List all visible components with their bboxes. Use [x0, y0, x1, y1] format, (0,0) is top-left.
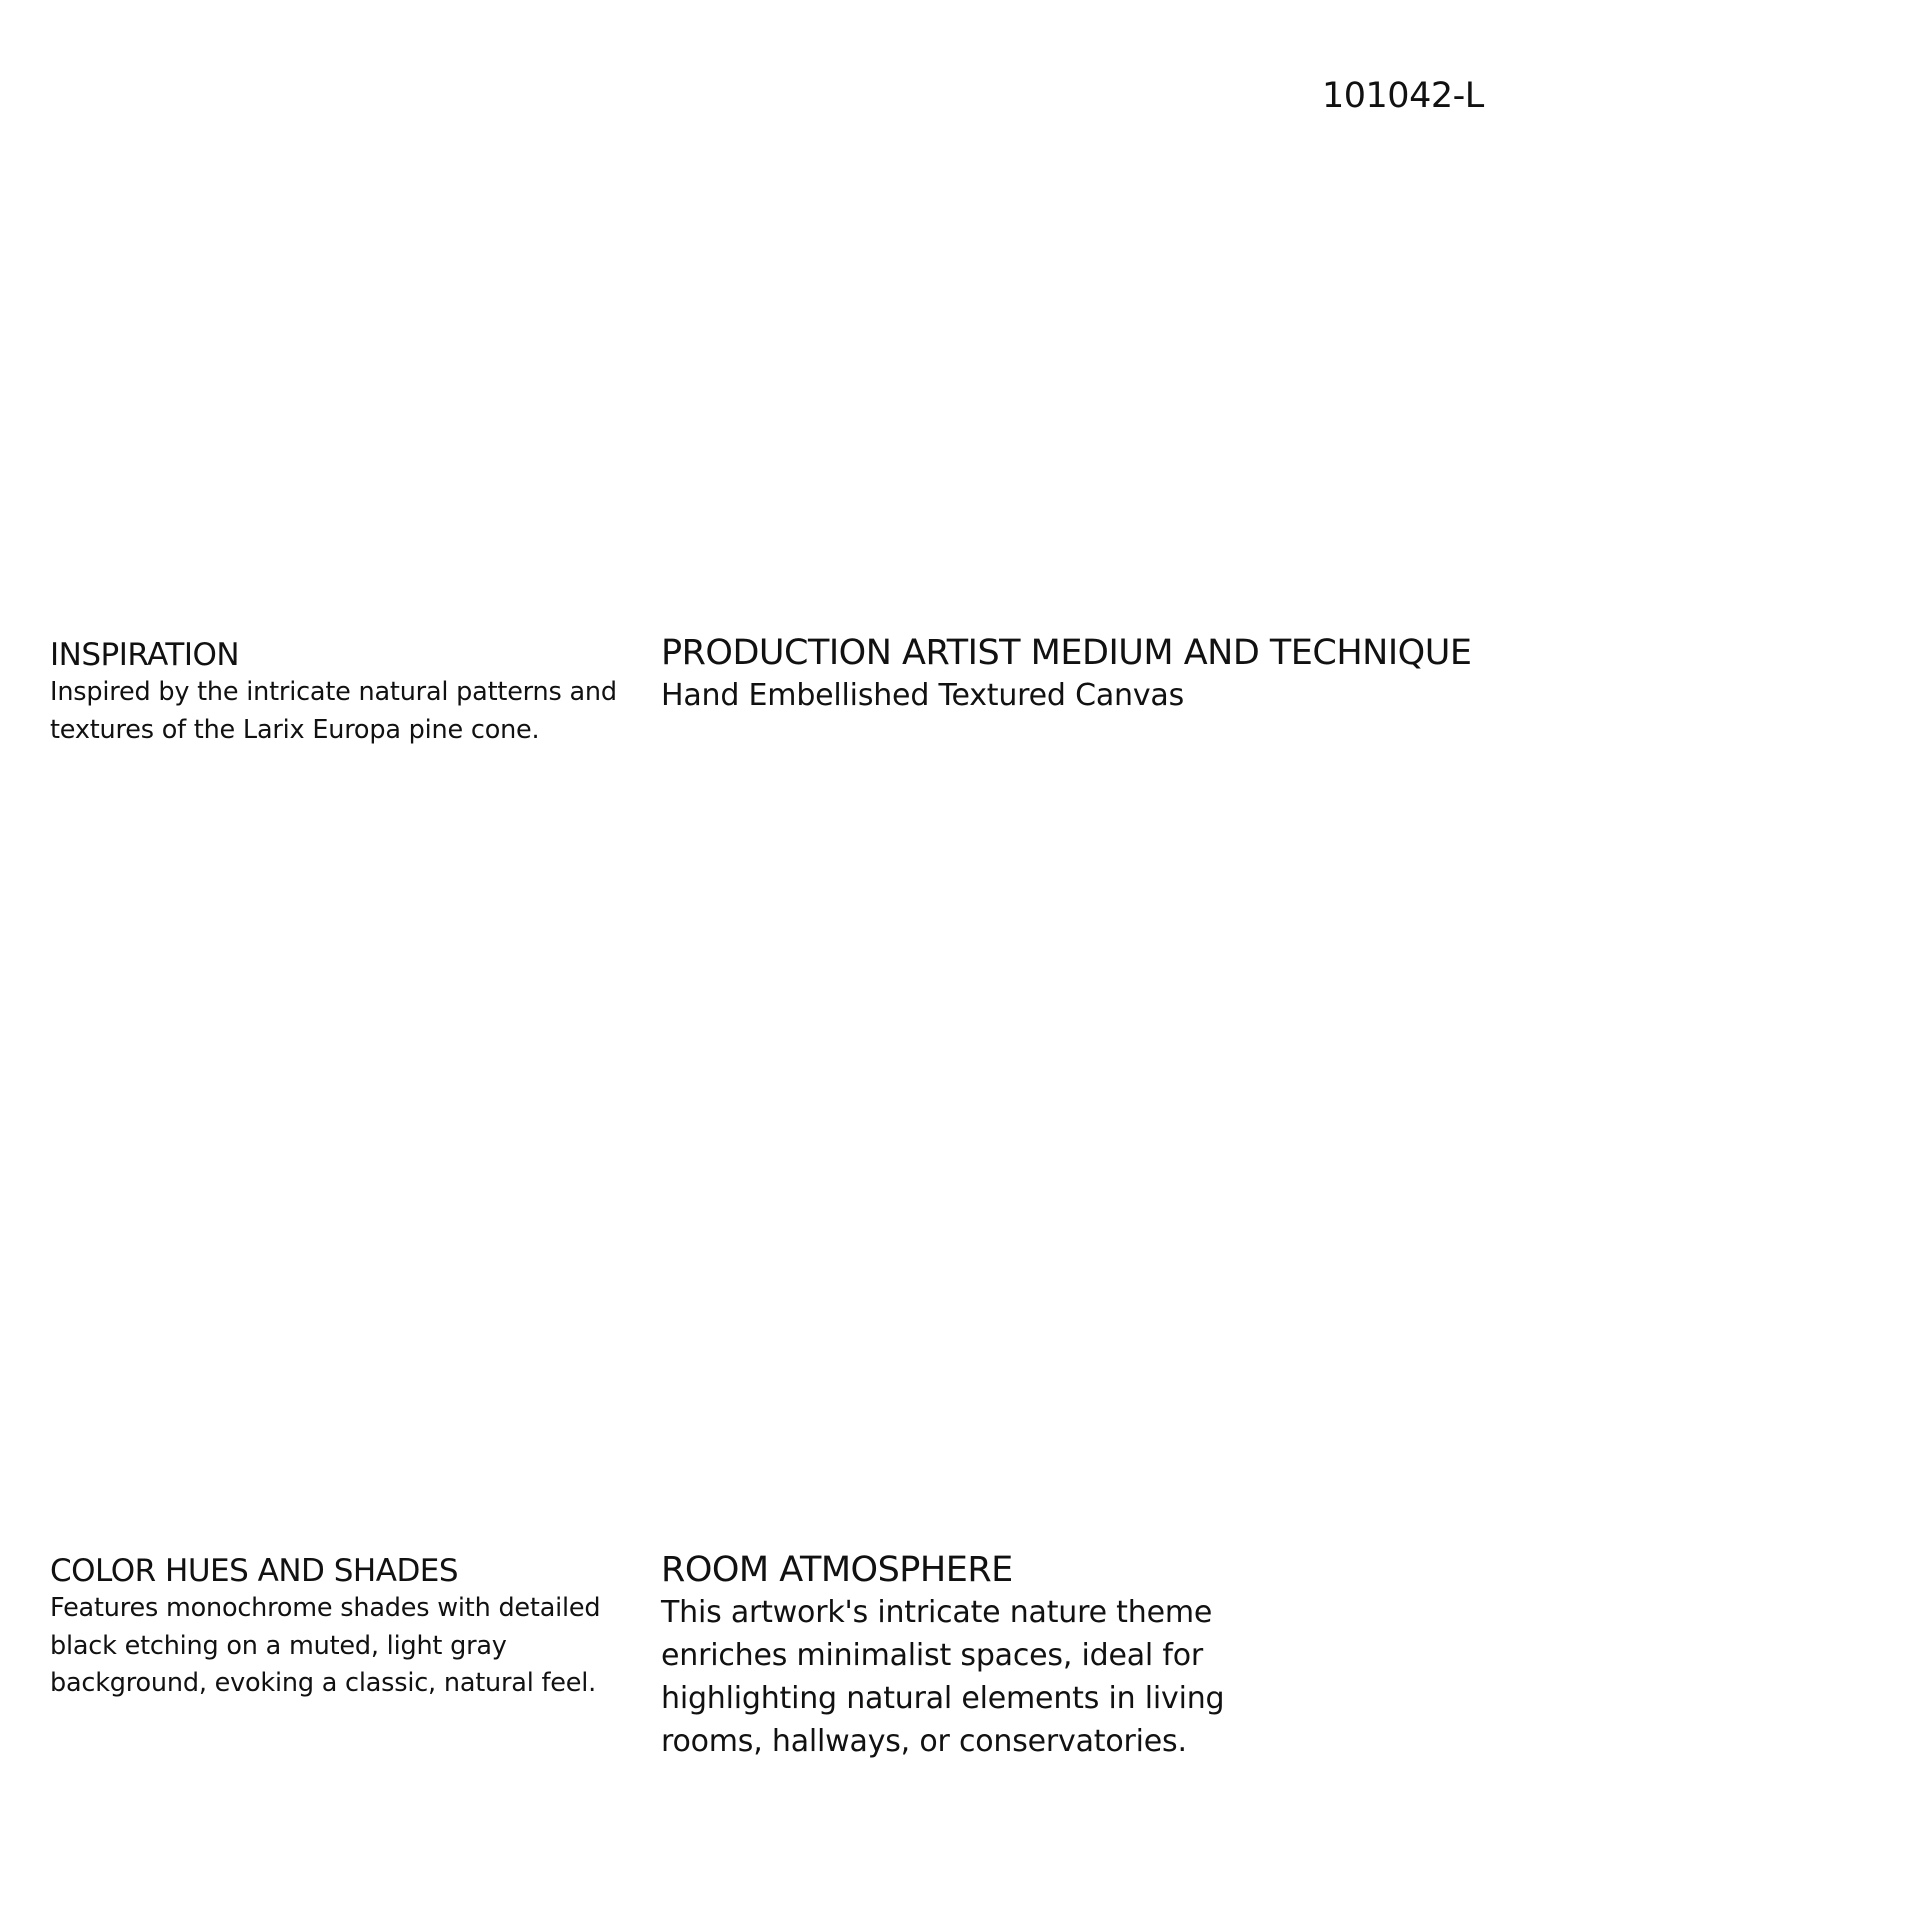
inspiration-text — [50, 674, 630, 749]
production-heading: PRODUCTION ARTIST MEDIUM AND TECHNIQUE — [661, 633, 1472, 673]
room-line: rooms, hallways, or conservatories. — [661, 1724, 1187, 1759]
room-section — [661, 1549, 1241, 1763]
room-heading: ROOM ATMOSPHERE — [661, 1550, 1013, 1590]
color-text — [50, 1590, 630, 1703]
inspiration-line: Inspired by the intricate natural patterns and — [50, 677, 617, 707]
color-line: black etching on a muted, light gray — [50, 1630, 507, 1661]
inspiration-heading: INSPIRATION — [50, 637, 240, 673]
production-section — [661, 632, 1661, 717]
color-line: background, evoking a classic, natural feel. — [50, 1668, 597, 1698]
room-text — [661, 1591, 1241, 1763]
inspiration-section — [50, 636, 630, 749]
color-section — [50, 1552, 630, 1703]
color-line: Features monochrome shades with detailed — [50, 1593, 601, 1623]
production-text — [661, 674, 1661, 717]
production-line: Hand Embellished Textured Canvas — [661, 678, 1185, 713]
room-line: This artwork's intricate nature theme — [661, 1595, 1213, 1630]
color-heading: COLOR HUES AND SHADES — [50, 1553, 459, 1589]
room-line: enriches minimalist spaces, ideal for — [661, 1638, 1204, 1673]
room-line: highlighting natural elements in living — [661, 1681, 1225, 1716]
inspiration-line: textures of the Larix Europa pine cone. — [50, 714, 540, 745]
product-code: 101042-L — [1322, 76, 1484, 116]
